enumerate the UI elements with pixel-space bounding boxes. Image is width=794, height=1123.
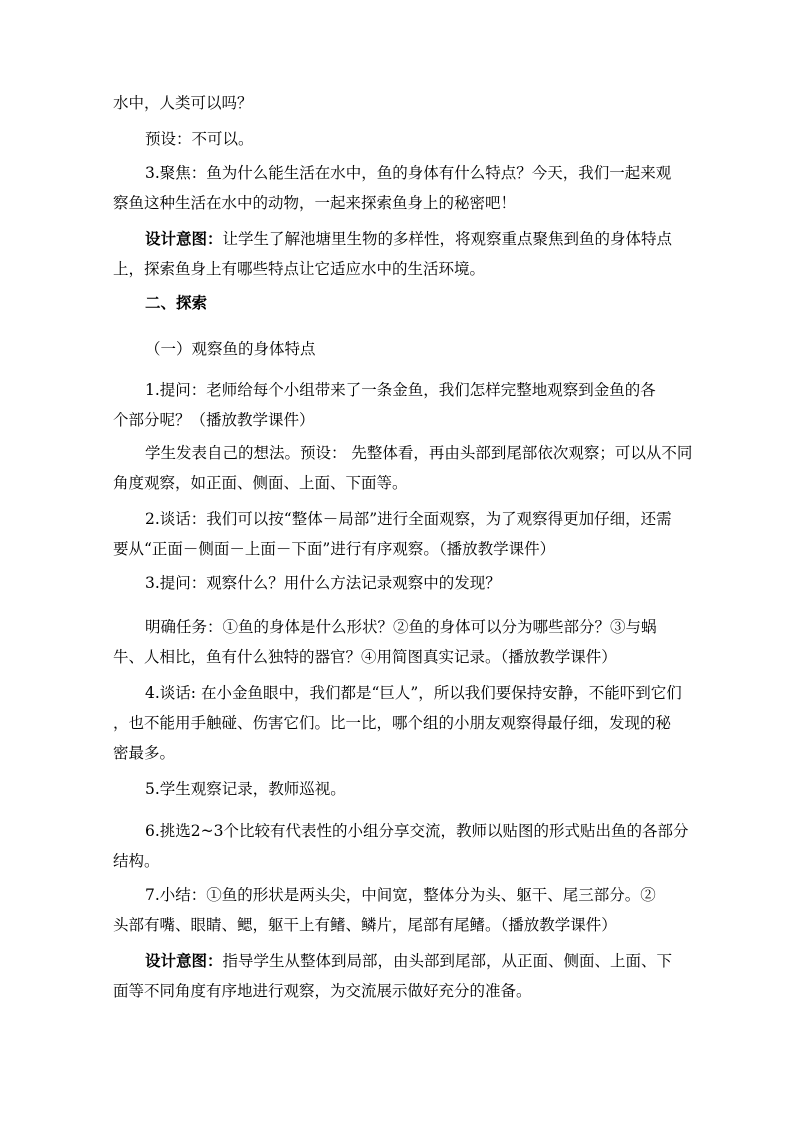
paragraph-focus: [113, 158, 681, 218]
text-line: 结构。: [113, 852, 160, 870]
design-intent-label: 设计意图：: [145, 951, 223, 970]
design-intent-text: 指导学生从整体到局部，由头部到尾部，从正面、侧面、上面、下: [222, 952, 673, 970]
text-line: 角度观察，如正面、侧面、上面、下面等。: [113, 474, 408, 492]
text-line: 2.谈话：我们可以按“整体－局部”进行全面观察，为了观察得更加仔细，还需: [145, 510, 672, 528]
subsection-heading-observe-fish: （一）观察鱼的身体特点: [145, 340, 316, 358]
paragraph-share: [113, 816, 689, 876]
text-line: 3.聚焦：鱼为什么能生活在水中，鱼的身体有什么特点？今天，我们一起来观: [145, 164, 672, 182]
text-line: 上，探索鱼身上有哪些特点让它适应水中的生活环境。: [113, 260, 486, 278]
text-line: 要从“正面－侧面－上面－下面”进行有序观察。（播放教学课件）: [113, 540, 556, 558]
text-line: 学生发表自己的想法。预设： 先整体看，再由头部到尾部依次观察；可以从不同: [145, 444, 693, 462]
paragraph-continuation: [113, 88, 681, 118]
text-line: 5.学生观察记录，教师巡视。: [145, 780, 346, 798]
text-line: 面等不同角度有序地进行观察，为交流展示做好充分的准备。: [113, 982, 532, 1000]
paragraph-summary: [113, 880, 681, 940]
text-line: 6.挑选2~3个比较有代表性的小组分享交流，教师以贴图的形式贴出鱼的各部分: [145, 822, 689, 840]
section-heading-explore: 二、探索: [145, 293, 208, 312]
text-line: 密最多。: [113, 744, 176, 762]
paragraph-talk-4: [113, 678, 681, 768]
paragraph-observe-record: [113, 774, 681, 804]
text-line: 明确任务：①鱼的身体是什么形状？②鱼的身体可以分为哪些部分？③与蜗: [145, 618, 657, 636]
text-line: 3.提问：观察什么？用什么方法记录观察中的发现？: [145, 574, 501, 592]
text-line: 水中，人类可以吗？: [113, 94, 253, 112]
paragraph-question-3: [113, 568, 681, 598]
text-line: 4.谈话: 在小金鱼眼中，我们都是“巨人”，所以我们要保持安静，不能吓到它们: [145, 684, 682, 702]
text-line: 察鱼这种生活在水中的动物，一起来探索鱼身上的秘密吧！: [113, 194, 517, 212]
text-line: 头部有嘴、眼睛、鳃，躯干上有鳍、鳞片，尾部有尾鳍。（播放教学课件）: [113, 916, 617, 934]
text-line: 1.提问：老师给每个小组带来了一条金鱼，我们怎样完整地观察到金鱼的各: [145, 381, 656, 399]
text-line: 牛、人相比，鱼有什么独特的器官？④用简图真实记录。（播放教学课件）: [113, 648, 617, 666]
paragraph-design-intent-2: [113, 946, 681, 1006]
text-line: 预设：不可以。: [145, 130, 254, 148]
text-line: [113, 224, 681, 254]
text-line: [113, 946, 681, 976]
text-line: ，也不能用手触碰、伤害它们。比一比，哪个组的小朋友观察得最仔细，发现的秘: [113, 714, 672, 732]
text-line: 个部分呢？（播放教学课件）: [113, 411, 315, 429]
paragraph-question-1: [113, 375, 681, 435]
paragraph-preset-answer: [113, 124, 681, 154]
design-intent-text: 让学生了解池塘里生物的多样性，将观察重点聚焦到鱼的身体特点: [222, 230, 673, 248]
paragraph-student-ideas: [113, 438, 693, 498]
paragraph-talk-2: [113, 504, 681, 564]
paragraph-design-intent-1: [113, 224, 681, 284]
text-line: 7.小结：①鱼的形状是两头尖，中间宽，整体分为头、躯干、尾三部分。②: [145, 886, 656, 904]
paragraph-tasks: [113, 612, 681, 672]
design-intent-label: 设计意图：: [145, 229, 223, 248]
